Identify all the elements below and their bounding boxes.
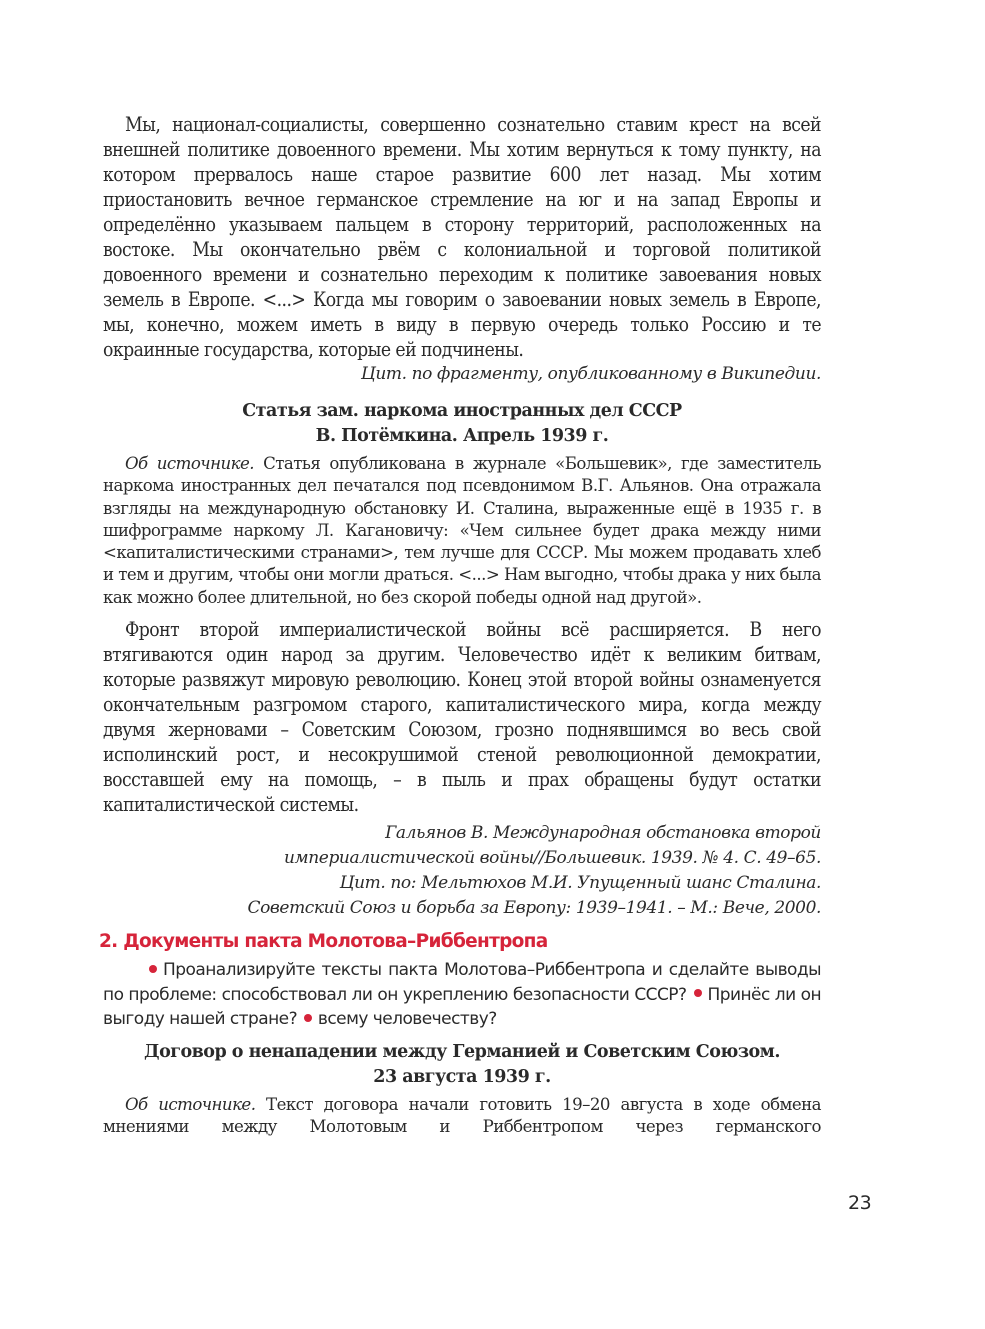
bullet-icon (149, 965, 157, 973)
document-nonaggression-pact (103, 1040, 821, 1139)
bullet-icon (694, 989, 702, 997)
citation-line4: Советский Союз и борьба за Европу: 1939–1941. – М.: Вече, 2000. (247, 898, 821, 919)
source-note-2 (103, 1094, 821, 1139)
page-number: 23 (848, 1192, 872, 1214)
hitler-quote: Мы, национал-социалисты, совершенно сознательно ставим крест на всей внешней политике довоенного времени. Мы хотим вернуться к тому пункту, на котором прервалось наше старое развитие 600 лет назад. Мы хотим приостановить вечное германское стремление на юг и на запад Европы и определённо указываем пальцем в сторону территорий, расположенных на востоке. Мы окончательно рвём с колониальной и торговой политикой довоенного времени и сознательно переходим к политике завоевания новых земель в Европе. <...> Когда мы говорим о завоевании новых земель в Европе, мы, конечно, можем иметь в виду в первую очередь только Россию и те окраинные государства, которые ей подчинены. (103, 113, 821, 361)
document2-title-line1: Договор о ненападении между Германией и Советским Союзом. (144, 1041, 780, 1062)
section-molotov-ribbentrop (99, 929, 822, 1032)
potemkin-quote: Фронт второй империалистической войны всё расширяется. В него втягиваются один народ за другим. Человечество идёт к великим битвам, которые развяжут мировую революцию. Конец этой второй войны ознаменуется окончательным разгромом старого, капиталистического мира, когда между двумя жерновами – Советским Союзом, грозно поднявшимся во весь свой исполинский рост, и несокрушимой стеной революционной демократии, восставшей ему на помощь, – в пыль и прах обращены будут остатки капиталистической системы. (103, 618, 821, 817)
citation-line2: империалистической войны//Большевик. 1939. № 4. С. 49–65. (284, 848, 821, 869)
task-part1: Проанализируйте тексты пакта Молотова–Риббентропа и сделайте выводы по проблеме: способствовал ли он укреплению безопасности СССР? (103, 960, 821, 1005)
source-note-2-label: Об источнике. (125, 1094, 256, 1114)
source-note-label: Об источнике. (125, 454, 254, 473)
source-note (103, 453, 821, 609)
document-title-line1: Статья зам. наркома иностранных дел СССР (242, 401, 682, 421)
document2-title-line2: 23 августа 1939 г. (373, 1066, 551, 1087)
task-questions (103, 958, 821, 1032)
bullet-icon (304, 1014, 312, 1022)
document-potemkin (103, 399, 821, 921)
document-title-line2: В. Потёмкина. Апрель 1939 г. (315, 426, 609, 446)
citation-line1: Гальянов В. Международная обстановка второй (385, 823, 821, 844)
page-content (99, 112, 822, 1138)
source-note-2-text: Текст договора начали готовить 19–20 августа в ходе обмена мнениями между Молотовым и Риббентропом через германского (103, 1094, 821, 1136)
citation-line3: Цит. по: Мельтюхов М.И. Упущенный шанс Сталина. (339, 873, 821, 894)
source-note-text: Статья опубликована в журнале «Большевик», где заместитель наркома иностранных дел печатался под псевдонимом В.Г. Альянов. Она отражала взгляды на международную обстановку И. Сталина, выраженные ещё в 1935 г. в шифрограмме наркому Л. Кагановичу: «Чем сильнее будет драка между ними <капиталистическими странами>, тем лучше для СССР. Мы можем продавать хлеб и тем и другим, чтобы они могли драться. <...> Нам выгодно, чтобы драка у них была как можно более длительной, но без скорой победы одной над другой». (103, 454, 821, 607)
quote-attribution: Цит. по фрагменту, опубликованному в Википедии. (360, 364, 821, 384)
task-part2: Принёс ли он выгоду нашей стране? (103, 984, 822, 1030)
section-heading: 2. Документы пакта Молотова–Риббентропа (99, 931, 548, 953)
task-part3: всему человечеству? (317, 1009, 497, 1030)
